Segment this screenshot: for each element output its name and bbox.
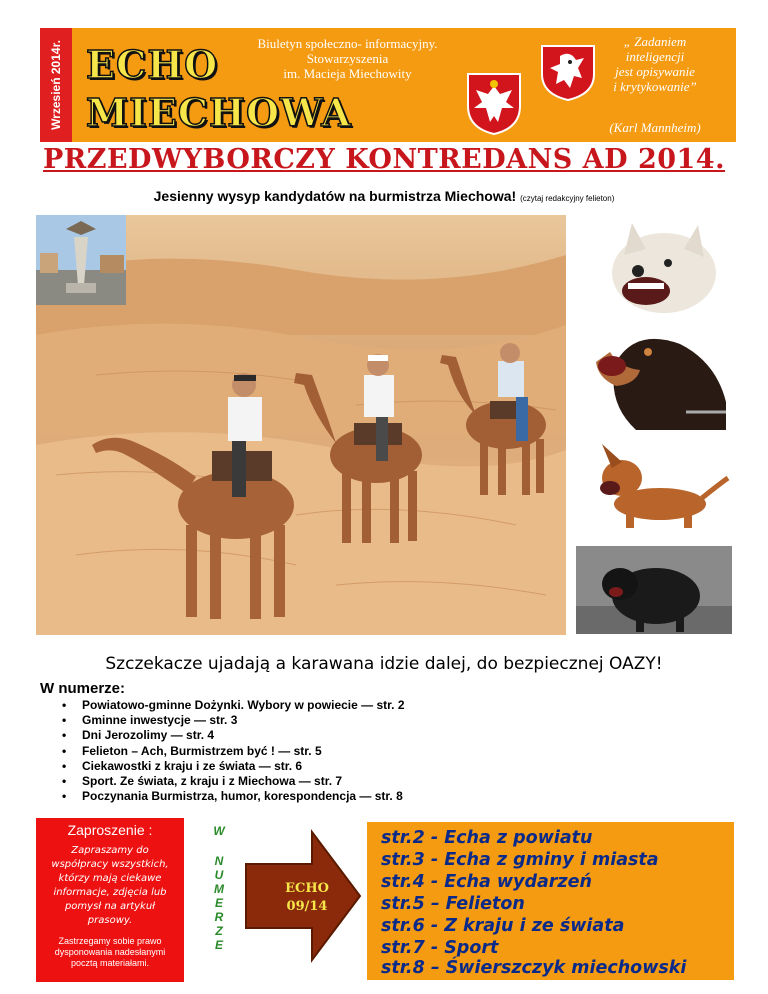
bulletin-description [235,36,460,81]
subheadline [0,188,768,204]
desert-caravan-with-camels-photo [36,215,566,635]
invitation-note-line: pocztą materiałami. [70,958,150,968]
page-entry: str.2 - Echa z powiatu [381,828,593,848]
logo-echo: ECHO [86,42,219,87]
page-entry: str.6 - Z kraju i ze świata [381,916,625,936]
in-issue-list [62,698,405,804]
vertical-letter: N [214,854,224,868]
invitation-note-line: dysponowania nadesłanymi [54,947,166,957]
list-item: • Dni Jerozolimy — str. 4 [62,728,405,743]
vertical-letter: W [213,824,225,838]
headline: PRZEDWYBORCZY KONTREDANS AD 2014. [43,144,725,175]
vertical-letter: R [214,910,224,924]
invitation-line: którzy mają ciekawe [58,873,162,884]
list-item: • Powiatowo-gminne Dożynki. Wybory w powiecie — str. 2 [62,698,405,713]
griffin-crest-icon [540,44,596,102]
list-item: • Sport. Ze świata, z kraju i z Miechowa — str. 7 [62,774,405,789]
page-entry: str.4 - Echa wydarzeń [381,872,592,892]
arrow-label-echo: ECHO [285,881,329,896]
page-entry: str.7 - Sport [381,938,499,958]
page-entry: str.5 – Felieton [381,894,525,914]
quote-author: (Karl Mannheim) [609,120,701,135]
vertical-letter: M [214,882,224,896]
page-entry: str.8 – Świerszczyk miechowski [381,958,687,978]
list-item: • Ciekawostki z kraju i ze świata — str. 6 [62,759,405,774]
pages-box [367,822,734,980]
in-issue-label: W numerze: [40,680,126,697]
monument-square-photo [36,215,126,305]
issue-date-strip [40,28,72,142]
invitation-line: pomysł na artykuł [64,901,156,912]
vertical-letter: E [214,896,223,910]
masthead-quote [600,34,710,94]
page-entry: str.3 - Echa z gminy i miasta [381,850,659,870]
list-item: • Gminne inwestycje — str. 3 [62,713,405,728]
arrow-label [262,880,352,916]
photo-caption: Szczekacze ujadają a karawana idzie dalej, do bezpiecznej OAZY! [105,654,663,674]
list-item: • Poczynania Burmistrza, humor, korespondencja — str. 8 [62,789,405,804]
bulletin-line: Stowarzyszenia [306,51,389,66]
logo-miechowa: MIECHOWA [86,90,352,135]
invitation-line: Zapraszamy do [71,845,149,856]
barking-doberman-photo [576,322,732,430]
barking-white-terrier-photo [576,215,732,315]
vertical-letter: Z [215,924,223,938]
arrow-label-issue: 09/14 [286,899,328,914]
snarling-dachshund-photo [576,438,732,538]
issue-date: Wrzesień 2014r. [49,40,63,130]
quote-line: inteligencji [625,49,685,64]
quote-line: jest opisywanie [615,64,695,79]
invitation-box [36,818,184,982]
vertical-letter: U [214,868,224,882]
invitation-line: prasowy. [87,915,133,926]
invitation-note-line: Zastrzegamy sobie prawo [58,936,162,946]
quote-line: „ Zadaniem [623,34,687,49]
invitation-line: współpracy wszystkich, [51,859,169,870]
vertical-letter: E [214,938,223,952]
quote-line: i krytykowanie” [613,79,697,94]
invitation-title: Zaproszenie : [67,822,153,838]
invitation-text [36,844,184,928]
invitation-line: informacje, zdjęcia lub [53,887,167,898]
subheadline-note: (czytaj redakcyjny felieton) [520,194,615,203]
subheadline-text: Jesienny wysyp kandydatów na burmistrza Miechowa! [153,188,517,204]
black-dog-barking-photo [576,546,732,634]
bulletin-line: Biuletyn społeczno- informacyjny. [257,36,438,51]
invitation-note [36,936,184,969]
list-item: • Felieton – Ach, Burmistrzem być ! — str. 5 [62,744,405,759]
bulletin-line: im. Macieja Miechowity [283,66,412,81]
white-eagle-crest-icon [466,72,522,136]
